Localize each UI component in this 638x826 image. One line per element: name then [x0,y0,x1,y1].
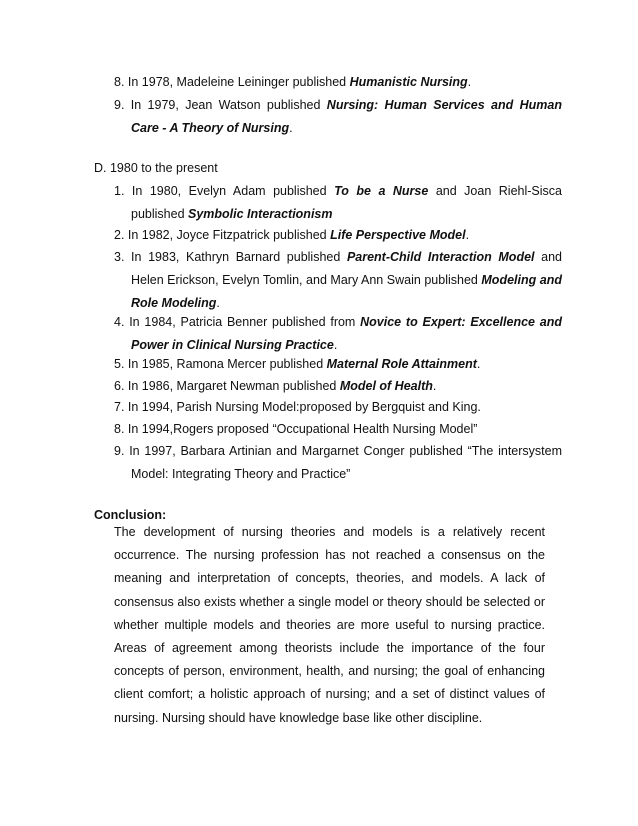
book-title: Life Perspective Model [330,228,466,242]
book-title: Symbolic Interactionism [188,207,333,222]
list-item: 9. In 1997, Barbara Artinian and Margarnet Conger published “The intersystem Model: Integrating Theory and Practice” [114,444,562,482]
list-item: 2. In 1982, Joyce Fitzpatrick published Life Perspective Model. [114,228,470,242]
book-title: Parent-Child Interaction Model [346,250,535,264]
book-title: To be a Nurse [334,184,429,198]
list-item: 8. In 1994,Rogers proposed “Occupational Health Nursing Model” [114,422,478,436]
book-title: Nursing: Human Services and Human Care - A Theory of Nursing [131,98,562,136]
list-item: 5. In 1985, Ramona Mercer published Maternal Role Attainment. [114,357,481,371]
list-item: 9. In 1979, Jean Watson published Nursing: Human Services and Human Care - A Theory of Nursing. [114,98,562,136]
list-item: 4. In 1984, Patricia Benner published from Novice to Expert: Excellence and Power in Clinical Nursing Practice. [114,315,562,353]
book-title: Modeling and Role Modeling [131,273,562,311]
list-item: 8. In 1978, Madeleine Leininger published Humanistic Nursing. [114,75,472,89]
list-item: 1. In 1980, Evelyn Adam published To be a Nurse and Joan Riehl-Sisca published Symbolic Interactionism [114,184,562,222]
list-item: 7. In 1994, Parish Nursing Model:proposed by Bergquist and King. [114,400,481,414]
section-heading: D. 1980 to the present [94,161,218,175]
book-title: Maternal Role Attainment [326,357,477,371]
list-item: 6. In 1986, Margaret Newman published Model of Health. [114,379,437,393]
book-title: Humanistic Nursing [349,75,468,89]
book-title: Novice to Expert: Excellence and Power in Clinical Nursing Practice [131,315,562,353]
conclusion-paragraph: The development of nursing theories and models is a relatively recent occurrence. The nursing profession has not reached a consensus on the meaning and interpretation of concepts, theories, and models. A lack of consensus also exists whether a single model or theory should be selected or whether multiple models and theories are more useful to nursing practice. Areas of agreement among theorists include the importance of the four concepts of person, environment, health, and nursing; the goal of enhancing client comfort; a holistic approach of nursing; and a set of distinct values of nursing. Nursing should have knowledge base like other discipline. [114,525,545,725]
book-title: Model of Health [339,379,433,393]
list-item: 3. In 1983, Kathryn Barnard published Parent-Child Interaction Model and Helen Erickson, Evelyn Tomlin, and Mary Ann Swain published Modeling and Role Modeling. [114,250,562,311]
conclusion-heading: Conclusion: [94,508,167,522]
